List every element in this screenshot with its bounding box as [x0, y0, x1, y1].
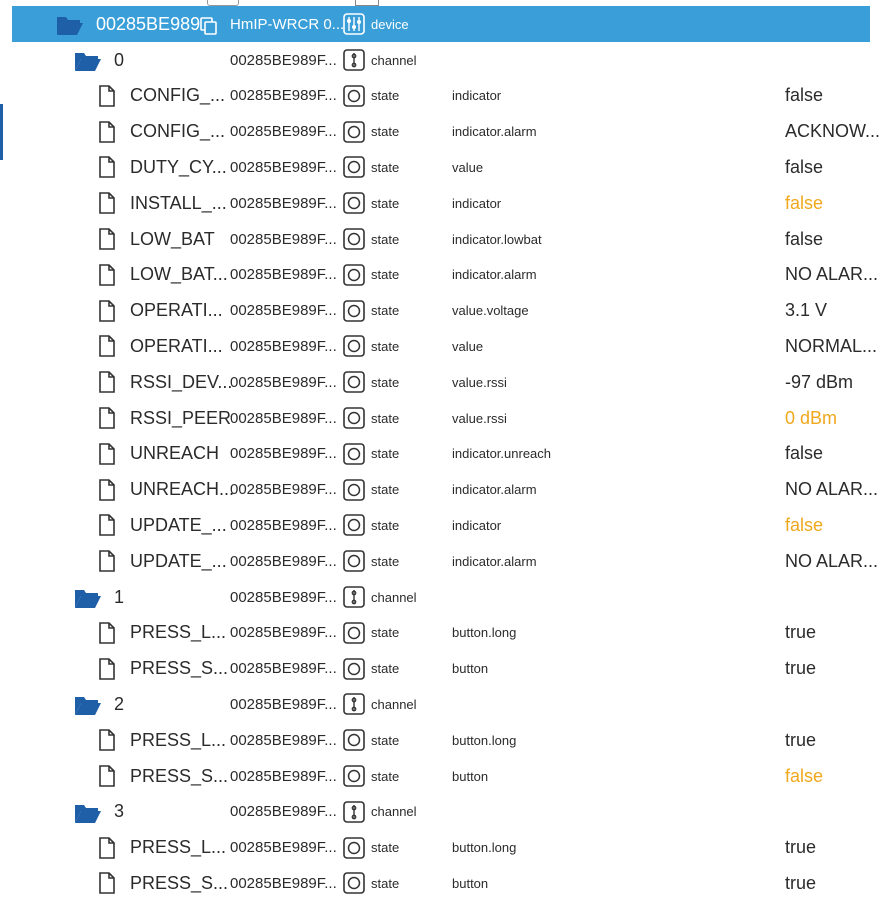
object-type: channel [371, 52, 417, 68]
state-name: INSTALL_... [130, 192, 227, 213]
tree-row-state[interactable] [12, 221, 870, 257]
file-icon [98, 550, 116, 572]
state-icon [343, 264, 365, 286]
tree-row-state[interactable] [12, 722, 870, 758]
state-name: DUTY_CY... [130, 156, 227, 177]
channel-name: 0 [114, 49, 125, 70]
state-icon [343, 300, 365, 322]
object-id: 00285BE989F... [230, 624, 337, 642]
state-name: CONFIG_... [130, 121, 226, 142]
device-type-label: device [371, 16, 409, 32]
object-role: value.rssi [452, 374, 507, 390]
folder-open-icon[interactable] [74, 587, 102, 609]
tree-row-state[interactable] [12, 436, 870, 472]
object-type: state [371, 732, 400, 748]
object-id: 00285BE989F... [230, 123, 337, 141]
file-icon [98, 228, 116, 250]
tree-row-state[interactable] [12, 257, 879, 293]
state-name: UPDATE_... [130, 514, 227, 535]
state-name: UNREACH [130, 443, 220, 464]
state-icon [343, 371, 365, 393]
state-icon [343, 837, 365, 859]
state-icon [343, 85, 365, 107]
object-id: 00285BE989F... [230, 588, 337, 606]
object-type: state [371, 661, 400, 677]
object-type: state [371, 338, 400, 354]
folder-open-icon[interactable] [74, 694, 102, 716]
state-name: PRESS_S... [130, 765, 229, 786]
object-type: state [371, 159, 400, 175]
object-role: button.long [452, 732, 517, 748]
state-value[interactable]: -97 dBm [785, 371, 854, 392]
object-id: 00285BE989F... [230, 337, 337, 355]
state-value[interactable]: true [785, 658, 817, 679]
object-type: state [371, 124, 400, 140]
state-name: UPDATE_... [130, 550, 227, 571]
folder-open-icon[interactable] [74, 50, 102, 72]
state-value[interactable]: true [785, 729, 817, 750]
object-role: value [452, 338, 484, 354]
object-id: 00285BE989F... [230, 266, 337, 284]
object-id: 00285BE989F... [230, 409, 337, 427]
file-icon [98, 264, 116, 286]
state-value[interactable]: 3.1 V [785, 300, 828, 321]
state-icon [343, 872, 365, 894]
object-type: state [371, 875, 400, 891]
tree-row-channel[interactable] [12, 686, 870, 722]
tree-row-state[interactable] [12, 758, 870, 794]
object-type: state [371, 553, 400, 569]
object-id: 00285BE989F... [230, 158, 337, 176]
state-name: LOW_BAT... [130, 264, 228, 285]
object-type: state [371, 88, 400, 104]
state-icon [343, 121, 365, 143]
folder-open-icon[interactable] [56, 14, 84, 36]
object-type: state [371, 303, 400, 319]
state-value[interactable]: false [785, 514, 824, 535]
state-icon [343, 192, 365, 214]
object-role: indicator.lowbat [452, 231, 542, 247]
object-role: indicator.alarm [452, 267, 537, 283]
file-icon [98, 300, 116, 322]
object-role: button [452, 875, 489, 891]
tree-row-channel[interactable] [12, 579, 870, 615]
state-value[interactable]: false [785, 192, 824, 213]
object-id: 00285BE989F... [230, 194, 337, 212]
state-value[interactable]: true [785, 872, 817, 893]
object-role: indicator.alarm [452, 553, 537, 569]
file-icon [98, 837, 116, 859]
channel-name: 1 [114, 586, 125, 607]
state-value[interactable]: NO ALAR... [785, 264, 879, 285]
object-type: state [371, 410, 400, 426]
object-id: 00285BE989F... [230, 51, 337, 69]
state-value[interactable]: ACKNOW... [785, 121, 880, 142]
object-role: button.long [452, 840, 517, 856]
tree-row-state[interactable] [12, 149, 870, 185]
state-name: OPERATI... [130, 300, 223, 321]
object-type: state [371, 517, 400, 533]
state-name: PRESS_S... [130, 872, 229, 893]
channel-name: 3 [114, 801, 125, 822]
tree-row-state[interactable] [12, 400, 870, 436]
file-icon [98, 622, 116, 644]
state-name: PRESS_L... [130, 729, 227, 750]
file-icon [98, 121, 116, 143]
object-id: 00285BE989F... [230, 660, 337, 678]
tree-row-state[interactable] [12, 185, 870, 221]
state-name: RSSI_PEER [130, 407, 232, 428]
object-id: 00285BE989F... [230, 731, 337, 749]
state-value[interactable]: 0 dBm [785, 407, 838, 428]
object-type: channel [371, 589, 417, 605]
state-icon [343, 658, 365, 680]
state-value[interactable]: false [785, 765, 824, 786]
state-icon [343, 228, 365, 250]
tree-row-device[interactable] [12, 6, 870, 42]
file-icon [98, 479, 116, 501]
object-id: 00285BE989F... [230, 481, 337, 499]
object-role: indicator [452, 195, 502, 211]
object-role: button.long [452, 625, 517, 641]
state-value[interactable]: false [785, 443, 824, 464]
active-indicator-bar [0, 104, 3, 160]
object-tree[interactable] [12, 6, 880, 899]
object-id: 00285BE989F... [230, 695, 337, 713]
object-type: state [371, 446, 400, 462]
tree-row-state[interactable] [12, 293, 870, 329]
object-type: state [371, 625, 400, 641]
state-icon [343, 765, 365, 787]
tree-row-state[interactable] [12, 507, 870, 543]
object-id: 00285BE989F... [230, 373, 337, 391]
object-id: 00285BE989F... [230, 874, 337, 892]
channel-icon [343, 49, 365, 71]
state-icon [343, 479, 365, 501]
state-name: UNREACH... [130, 479, 235, 500]
state-value[interactable]: true [785, 837, 817, 858]
object-id: 00285BE989F... [230, 87, 337, 105]
file-icon [98, 192, 116, 214]
state-icon [343, 156, 365, 178]
tree-row-state[interactable] [12, 472, 879, 508]
copy-icon[interactable] [200, 17, 218, 35]
channel-icon [343, 693, 365, 715]
object-role: button [452, 661, 489, 677]
object-role: value.rssi [452, 410, 507, 426]
object-id: 00285BE989F... [230, 445, 337, 463]
state-icon [343, 407, 365, 429]
channel-name: 2 [114, 693, 125, 714]
object-role: indicator.alarm [452, 124, 537, 140]
tree-row-state[interactable] [12, 114, 880, 150]
object-type: channel [371, 804, 417, 820]
object-id: 00285BE989F... [230, 767, 337, 785]
file-icon [98, 443, 116, 465]
state-value[interactable]: NO ALAR... [785, 479, 879, 500]
state-icon [343, 335, 365, 357]
file-icon [98, 371, 116, 393]
file-icon [98, 85, 116, 107]
state-value[interactable]: false [785, 228, 824, 249]
object-role: value [452, 159, 484, 175]
state-value[interactable]: false [785, 85, 824, 106]
object-role: button [452, 768, 489, 784]
object-type: state [371, 374, 400, 390]
state-icon [343, 622, 365, 644]
state-icon [343, 514, 365, 536]
state-name: RSSI_DEV... [130, 371, 233, 392]
file-icon [98, 729, 116, 751]
object-type: state [371, 195, 400, 211]
state-value[interactable]: false [785, 156, 824, 177]
state-name: LOW_BAT [130, 228, 215, 249]
channel-icon [343, 801, 365, 823]
tree-row-channel[interactable] [12, 794, 870, 830]
object-role: indicator.alarm [452, 482, 537, 498]
state-name: PRESS_L... [130, 622, 227, 643]
tree-row-state[interactable] [12, 543, 879, 579]
tree-row-state[interactable] [12, 865, 870, 901]
tree-row-state[interactable] [12, 78, 870, 114]
folder-open-icon[interactable] [74, 802, 102, 824]
object-id: 00285BE989F... [230, 552, 337, 570]
file-icon [98, 407, 116, 429]
file-icon [98, 156, 116, 178]
device-id: HmIP-WRCR 0... [230, 15, 345, 33]
file-icon [98, 658, 116, 680]
object-id: 00285BE989F... [230, 230, 337, 248]
object-role: indicator.unreach [452, 446, 552, 462]
object-id: 00285BE989F... [230, 302, 337, 320]
state-name: OPERATI... [130, 335, 223, 356]
state-value[interactable]: NORMAL... [785, 335, 878, 356]
tree-row-state[interactable] [12, 615, 870, 651]
tree-row-channel[interactable] [12, 42, 870, 78]
state-value[interactable]: true [785, 622, 817, 643]
tree-row-state[interactable] [12, 328, 878, 364]
state-name: PRESS_L... [130, 837, 227, 858]
file-icon [98, 335, 116, 357]
object-id: 00285BE989F... [230, 516, 337, 534]
file-icon [98, 872, 116, 894]
tree-row-state[interactable] [12, 830, 870, 866]
object-role: indicator [452, 88, 502, 104]
state-value[interactable]: NO ALAR... [785, 550, 879, 571]
object-role: value.voltage [452, 303, 529, 319]
object-id: 00285BE989F... [230, 839, 337, 857]
state-icon [343, 729, 365, 751]
tree-row-state[interactable] [12, 364, 870, 400]
object-type: state [371, 840, 400, 856]
state-icon [343, 443, 365, 465]
object-type: channel [371, 696, 417, 712]
object-type: state [371, 482, 400, 498]
state-name: CONFIG_... [130, 85, 226, 106]
device-sliders-icon [343, 13, 365, 35]
object-role: indicator [452, 517, 502, 533]
object-type: state [371, 267, 400, 283]
object-id: 00285BE989F... [230, 803, 337, 821]
state-icon [343, 550, 365, 572]
device-name: 00285BE989 [96, 13, 201, 34]
file-icon [98, 765, 116, 787]
state-name: PRESS_S... [130, 658, 229, 679]
channel-icon [343, 586, 365, 608]
object-type: state [371, 231, 400, 247]
object-type: state [371, 768, 400, 784]
tree-row-state[interactable] [12, 651, 870, 687]
file-icon [98, 514, 116, 536]
